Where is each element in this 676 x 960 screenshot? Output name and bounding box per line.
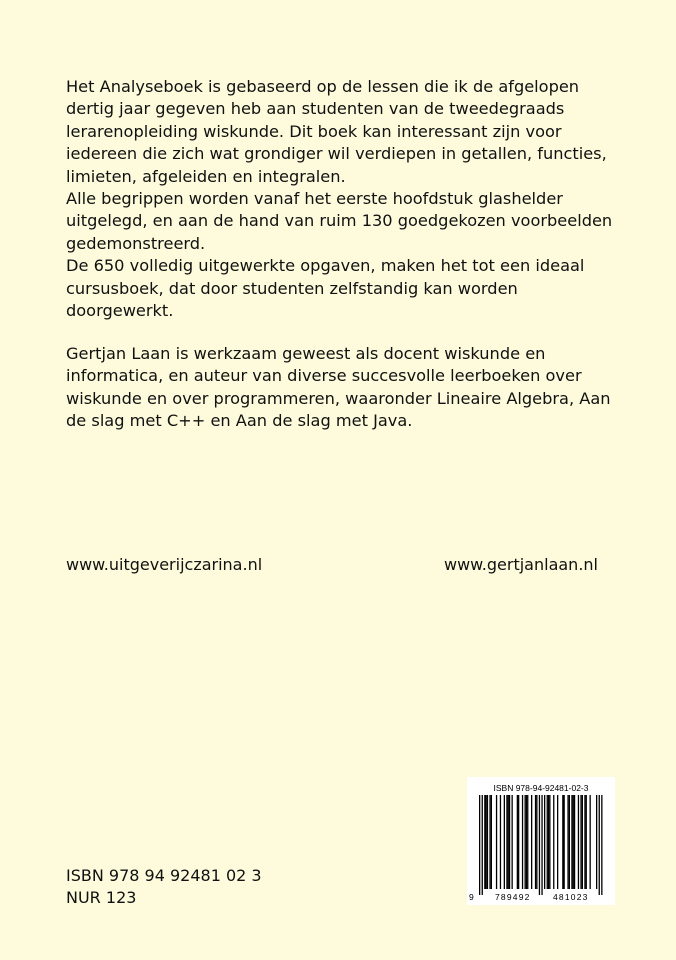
barcode-bar <box>557 795 558 889</box>
barcode-bar <box>553 795 554 889</box>
book-blurb <box>66 76 626 322</box>
barcode-bar <box>580 795 581 889</box>
barcode-isbn-label: ISBN 978-94-92481-02-3 <box>493 783 589 793</box>
blurb-paragraph-2: Alle begrippen worden vanaf het eerste hoofdstuk glashelder uitgelegd, en aan de hand van ruim 130 goedgekozen voorbeelden gedemonstreerd. <box>66 189 613 253</box>
barcode-bar <box>590 795 591 889</box>
barcode-bar <box>527 795 528 889</box>
isbn-block <box>66 865 262 909</box>
barcode-bar <box>573 795 574 889</box>
blurb-paragraph-1: Het Analyseboek is gebaseerd op de lessen die ik de afgelopen dertig jaar gegeven heb aan studenten van de tweedegraads lerarenopleiding wiskunde. Dit boek kan interessant zijn voor iedereen die zich wat grondiger wil verdiepen in getallen, functies, limieten, afgeleiden en integralen. <box>66 77 607 186</box>
barcode-bar <box>582 795 583 889</box>
barcode-bar <box>578 795 579 889</box>
barcode-bar <box>525 795 526 889</box>
barcode-bar <box>517 795 518 889</box>
barcode-bar <box>569 795 570 889</box>
barcode-bar <box>599 795 600 895</box>
barcode-bars <box>467 777 615 905</box>
barcode-bar <box>562 795 563 889</box>
nur-code: NUR 123 <box>66 888 137 907</box>
publisher-url[interactable]: www.uitgeverijczarina.nl <box>66 555 263 574</box>
barcode-bar <box>486 795 487 889</box>
barcode-bar <box>479 795 480 895</box>
barcode-bar <box>518 795 519 889</box>
barcode-bar <box>601 795 602 895</box>
barcode-bar <box>547 795 548 889</box>
barcode-bar <box>571 795 572 889</box>
barcode-bar <box>509 795 510 889</box>
barcode-bar <box>544 795 545 889</box>
barcode-left-digits: 789492 <box>495 892 531 902</box>
barcode-bar <box>489 795 490 889</box>
barcode-bar <box>541 795 542 895</box>
barcode-bar <box>536 795 537 889</box>
barcode-bar <box>512 795 513 889</box>
barcode-bar <box>487 795 488 889</box>
barcode-bar <box>549 795 550 889</box>
barcode-bar <box>522 795 523 889</box>
barcode-bar <box>526 795 527 889</box>
barcode-bar <box>491 795 492 889</box>
barcode-bar <box>506 795 507 889</box>
barcode-bar <box>496 795 497 889</box>
barcode-bar <box>586 795 587 889</box>
barcode-bar <box>574 795 575 889</box>
blurb-paragraph-3: De 650 volledig uitgewerkte opgaven, maken het tot een ideaal cursusboek, dat door studenten zelfstandig kan worden doorgewerkt. <box>66 256 585 321</box>
barcode-bar <box>508 795 509 889</box>
barcode-bar <box>539 795 540 895</box>
barcode-bar <box>548 795 549 889</box>
barcode-bar <box>564 795 565 889</box>
barcode-bar <box>535 795 536 889</box>
barcode-bar <box>504 795 505 889</box>
barcode-bar <box>531 795 532 889</box>
barcode-right-digits: 481023 <box>553 892 589 902</box>
barcode-bar <box>567 795 568 889</box>
author-url[interactable]: www.gertjanlaan.nl <box>444 555 598 574</box>
barcode-bar <box>596 795 597 889</box>
barcode-first-digit: 9 <box>469 892 474 902</box>
isbn-barcode <box>467 777 615 905</box>
isbn-text: ISBN 978 94 92481 02 3 <box>66 866 262 885</box>
barcode-bar <box>584 795 585 889</box>
barcode-bar <box>500 795 501 889</box>
barcode-bar <box>484 795 485 889</box>
barcode-bar <box>482 795 483 895</box>
author-bio: Gertjan Laan is werkzaam geweest als docent wiskunde en informatica, en auteur van diverse succesvolle leerboeken over wiskunde en over programmeren, waaronder Lineaire Algebra, Aan de slag met C++ en Aan de slag met Java. <box>66 344 611 431</box>
